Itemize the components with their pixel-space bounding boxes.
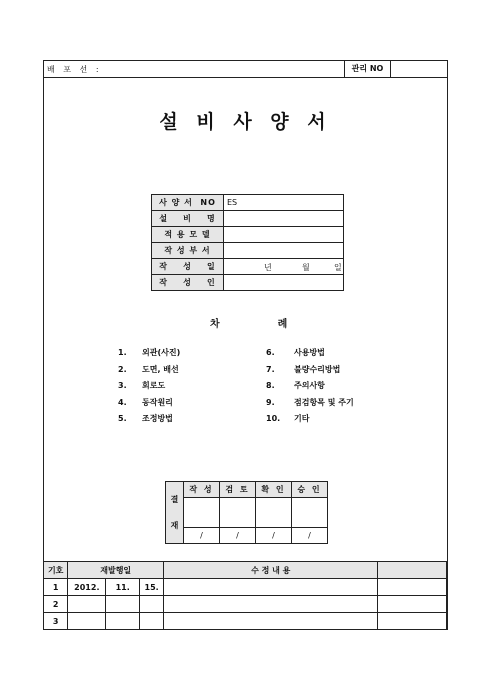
spec-label: 작 성 일 <box>152 259 224 275</box>
day-unit: 일 <box>334 263 342 272</box>
toc-item: 8. 주의사항 <box>266 381 325 390</box>
spec-value-model[interactable] <box>224 227 344 243</box>
toc-item: 5. 조정방법 <box>118 414 173 423</box>
revision-day[interactable]: 15. <box>140 579 164 596</box>
approval-header-confirm: 확 인 <box>256 482 292 498</box>
toc-item: 9. 점검항목 및 주기 <box>266 397 354 407</box>
spec-value-date[interactable] <box>224 259 344 275</box>
approval-header-write: 작 성 <box>184 482 220 498</box>
year-unit: 년 <box>264 263 272 272</box>
revision-no: 2 <box>44 596 68 613</box>
revision-header-row <box>44 562 447 579</box>
toc-item: 7. 불량수리방법 <box>266 364 341 374</box>
revision-day[interactable] <box>140 596 164 613</box>
spec-label: 설 비 명 <box>152 211 224 227</box>
spec-label: 작 성 부 서 <box>152 243 224 259</box>
revision-no: 1 <box>44 579 68 596</box>
revision-content[interactable] <box>164 596 378 613</box>
revision-year[interactable] <box>68 613 106 630</box>
spec-value-equipment[interactable] <box>224 211 344 227</box>
management-no-label: 관리 NO <box>344 61 391 77</box>
toc-item: 1. 외관(사진) <box>118 348 181 357</box>
approval-side-label: 결 재 <box>166 482 184 544</box>
spec-row-equipment <box>152 211 344 227</box>
signature-box-write[interactable] <box>184 498 220 528</box>
spec-table <box>151 194 344 291</box>
revision-month[interactable]: 11. <box>106 579 140 596</box>
spec-row-no <box>152 195 344 211</box>
toc-item: 3. 회로도 <box>118 381 166 390</box>
revision-month[interactable] <box>106 596 140 613</box>
sign-date-write[interactable]: / <box>184 528 220 544</box>
revision-day[interactable] <box>140 613 164 630</box>
management-no-field[interactable] <box>391 61 449 77</box>
toc-item: 6. 사용방법 <box>266 348 325 357</box>
toc-left-column <box>118 347 180 430</box>
sign-date-approve[interactable]: / <box>292 528 328 544</box>
revision-extra-cell <box>378 562 447 579</box>
header-bar <box>44 61 447 78</box>
revision-header-date: 재발행일 <box>68 562 164 579</box>
document-title: 설 비 사 양 서 <box>159 111 332 133</box>
revision-header-content: 수 정 내 용 <box>164 562 378 579</box>
distribution-label: 배 포 선 : <box>47 65 102 74</box>
month-unit: 월 <box>302 263 310 272</box>
spec-sheet <box>43 60 448 630</box>
revision-content[interactable] <box>164 613 378 630</box>
signature-box-confirm[interactable] <box>256 498 292 528</box>
toc-right-column <box>266 347 354 430</box>
revision-year[interactable]: 2012. <box>68 579 106 596</box>
revision-extra-cell <box>378 579 447 596</box>
toc-item: 4. 동작원리 <box>118 397 173 407</box>
spec-value-author[interactable] <box>224 275 344 291</box>
spec-label: 적 용 모 델 <box>152 227 224 243</box>
spec-row-model <box>152 227 344 243</box>
revision-header-no: 기호 <box>44 562 68 579</box>
spec-row-author <box>152 275 344 291</box>
spec-value-no[interactable]: ES <box>224 195 344 211</box>
sign-date-confirm[interactable]: / <box>256 528 292 544</box>
spec-label: 사 양 서 NO <box>152 195 224 211</box>
revision-year[interactable] <box>68 596 106 613</box>
table-row <box>44 613 447 630</box>
revision-content[interactable] <box>164 579 378 596</box>
sign-date-review[interactable]: / <box>220 528 256 544</box>
spec-value-department[interactable] <box>224 243 344 259</box>
approval-table <box>165 481 328 544</box>
spec-row-date <box>152 259 344 275</box>
spec-label: 작 성 인 <box>152 275 224 291</box>
spec-row-department <box>152 243 344 259</box>
revision-extra-cell <box>378 596 447 613</box>
approval-header-review: 검 토 <box>220 482 256 498</box>
table-row <box>44 579 447 596</box>
approval-header-approve: 승 인 <box>292 482 328 498</box>
toc-title: 차 례 <box>210 319 288 330</box>
signature-box-approve[interactable] <box>292 498 328 528</box>
revision-month[interactable] <box>106 613 140 630</box>
revision-extra-cell <box>378 613 447 630</box>
revision-no: 3 <box>44 613 68 630</box>
toc-item: 2. 도면, 배선 <box>118 364 179 374</box>
toc-item: 10. 기타 <box>266 414 310 423</box>
revision-table <box>44 561 447 630</box>
signature-box-review[interactable] <box>220 498 256 528</box>
table-row <box>44 596 447 613</box>
